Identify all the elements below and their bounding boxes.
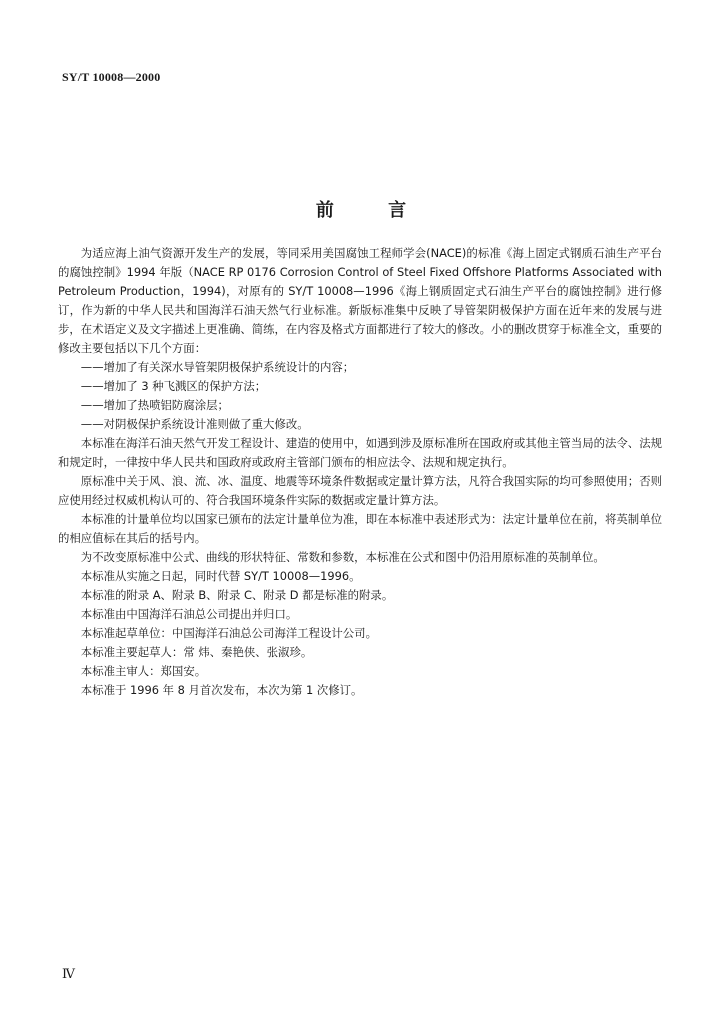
paragraph-units: 本标准的计量单位均以国家已颁布的法定计量单位为准，即在本标准中表述形式为：法定计量单位在前，将英制单位的相应值标在其后的括号内。 [58, 512, 662, 545]
list-item: ——增加了 3 种飞溅区的保护方法； [80, 379, 267, 393]
paragraph-usage: 本标准在海洋石油天然气开发工程设计、建造的使用中，如遇到涉及原标准所在国政府或其他主管当局的法令、法规和规定时，一律按中华人民共和国政府或政府主管部门颁布的相应法令、法规和规定执行。 [58, 436, 662, 469]
paragraph-replacement: 本标准从实施之日起，同时代替 SY/T 10008—1996。 [80, 569, 361, 583]
paragraph-history: 本标准于 1996 年 8 月首次发布，本次为第 1 次修订。 [80, 683, 363, 697]
paragraph-drafting-unit: 本标准起草单位：中国海洋石油总公司海洋工程设计公司。 [80, 626, 377, 640]
paragraph-reviewer: 本标准主审人：郑国安。 [80, 664, 207, 678]
list-item: ——对阴极保护系统设计准则做了重大修改。 [80, 417, 309, 431]
foreword-body [58, 244, 662, 700]
document-code: SY/T 10008—2000 [62, 70, 161, 84]
page-number: Ⅳ [62, 966, 75, 981]
paragraph-drafters: 本标准主要起草人：常 炜、秦艳侠、张淑珍。 [80, 645, 313, 659]
paragraph-intro: 为适应海上油气资源开发生产的发展，等同采用美国腐蚀工程师学会(NACE)的标准《海上固定式钢质石油生产平台的腐蚀控制》1994 年版（NACE RP 0176 Corrosion Control of Steel Fixed Offshore Platforms Associated with Petroleum Production，1994)，对原有的 SY/T 10008—1996《海上钢质固定式石油生产平台的腐蚀控制》进行修订，作为新的中华人民共和国海洋石油天然气行业标准。新版标准集中反映了导管架阴极保护方面在近年来的发展与进步，在术语定义及文字描述上更准确、简练，在内容及格式方面都进行了较大的修改。小的删改贯穿于标准全文，重要的修改主要包括以下几个方面： [58, 246, 662, 355]
paragraph-proposer: 本标准由中国海洋石油总公司提出并归口。 [80, 607, 298, 621]
paragraph-formulas: 为不改变原标准中公式、曲线的形状特征、常数和参数，本标准在公式和图中仍沿用原标准的英制单位。 [80, 550, 605, 564]
paragraph-appendices: 本标准的附录 A、附录 B、附录 C、附录 D 都是标准的附录。 [80, 588, 394, 602]
paragraph-environment: 原标准中关于风、浪、流、冰、温度、地震等环境条件数据或定量计算方法，凡符合我国实际的均可参照使用；否则应使用经过权威机构认可的、符合我国环境条件实际的数据或定量计算方法。 [58, 474, 662, 507]
list-item: ——增加了热喷铝防腐涂层； [80, 398, 229, 412]
list-item: ——增加了有关深水导管架阴极保护系统设计的内容； [80, 360, 355, 374]
page-title: 前 言 [315, 200, 409, 221]
